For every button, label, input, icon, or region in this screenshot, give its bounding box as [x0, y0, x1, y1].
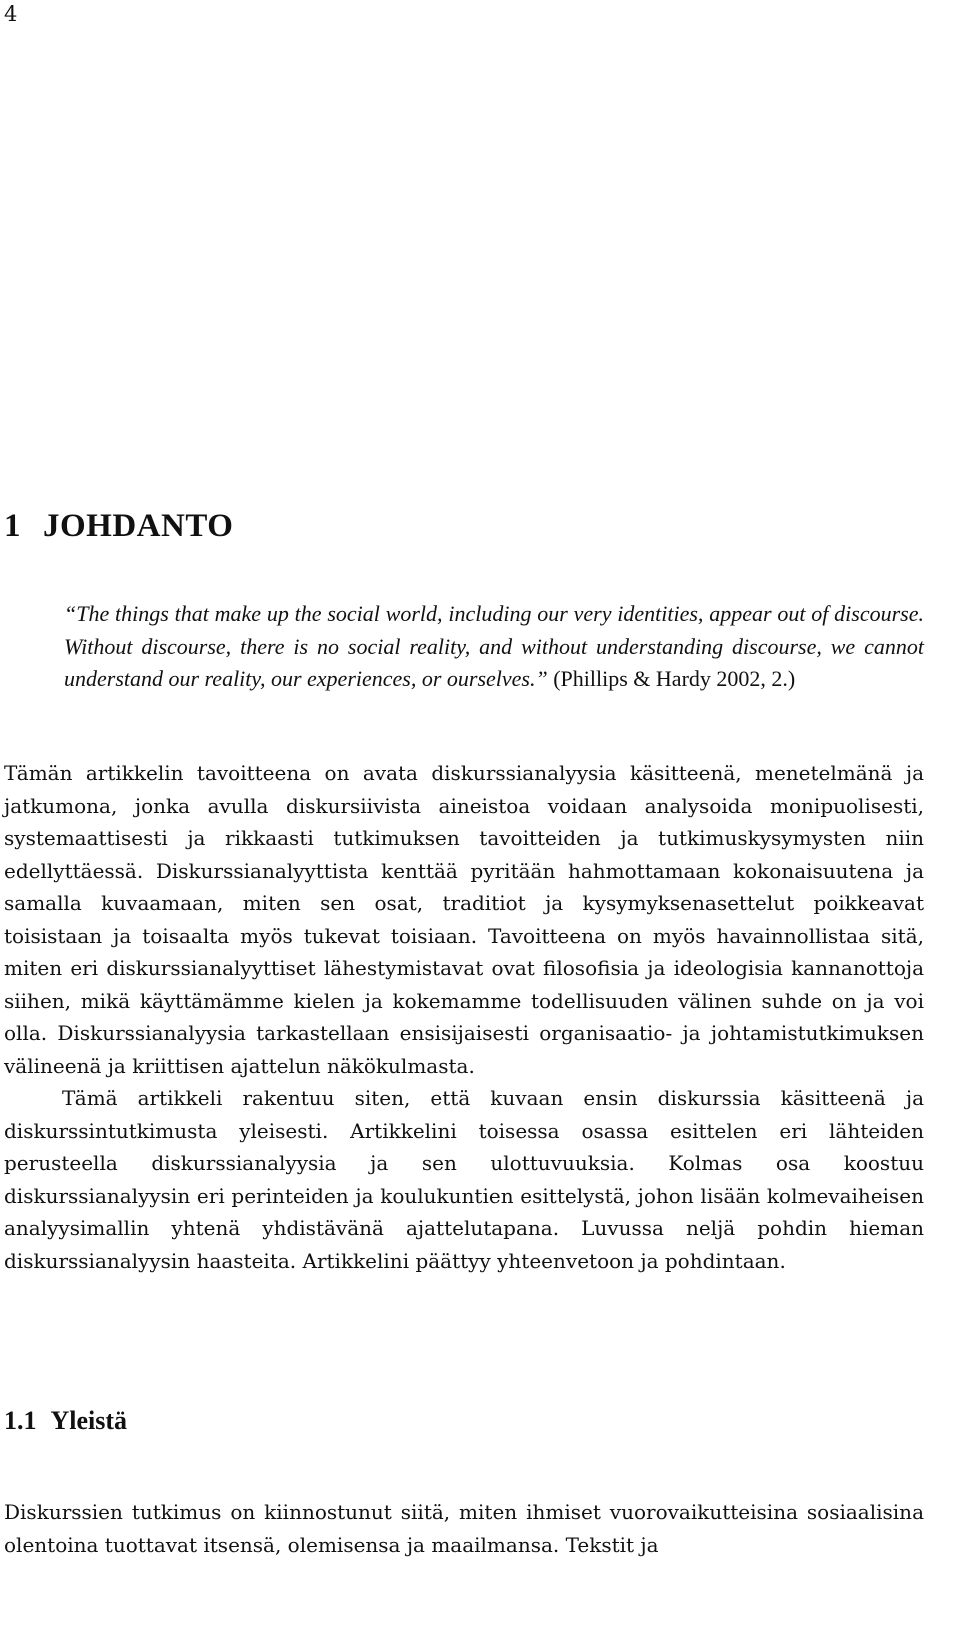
page-number: 4: [4, 2, 18, 26]
paragraph-structure: Tämä artikkeli rakentuu siten, että kuvaan ensin diskurssia käsitteenä ja diskurssintutkimusta yleisesti. Artikkelini toisessa osassa esittelen eri lähteiden perusteella diskurssianalyysia ja sen ulottuvuuksia. Kolmas osa koostuu diskurssianalyysin eri perinteiden ja koulukuntien esittelystä, johon lisään kolmevaiheisen analyysimallin yhtenä yhdistävänä ajattelutapana. Luvussa neljä pohdin hieman diskurssianalyysin haasteita. Artikkelini päättyy yhteenvetoon ja pohdintaan.: [4, 1086, 924, 1273]
epigraph-quote: “The things that make up the social world, including our very identities, appear out of discourse. Without discourse, there is no social reality, and without understanding discourse, we cannot understand our reality, our experiences, or ourselves.”: [64, 601, 924, 691]
paragraph-aims: Tämän artikkelin tavoitteena on avata diskurssianalyysia käsitteenä, menetelmänä ja jatkumona, jonka avulla diskursiivista aineistoa voidaan analysoida monipuolisesti, systemaattisesti ja rikkaasti tutkimuksen tavoitteiden ja tutkimuskysymysten niin edellyttäessä. Diskurssianalyyttista kenttää pyritään hahmottamaan kokonaisuutena ja samalla kuvaamaan, miten sen osat, traditiot ja kysymyksenasettelut poikkeavat toisistaan ja toisaalta myös tukevat toisiaan. Tavoitteena on myös havainnollistaa sitä, miten eri diskurssianalyyttiset lähestymistavat ovat filosofisia ja ideologisia kannanottoja siihen, mikä käyttämämme kielen ja kokemamme todellisuuden välinen suhde on ja voi olla. Diskurssianalyysia tarkastellaan ensisijaisesti organisaatio- ja johtamistutkimuksen välineenä ja kriittisen ajattelun näkökulmasta.: [4, 761, 924, 1078]
epigraph-citation: (Phillips & Hardy 2002, 2.): [553, 666, 796, 691]
section-paragraph: Diskurssien tutkimus on kiinnostunut siitä, miten ihmiset vuorovaikutteisina sosiaalisina olentoina tuottavat itsensä, olemisensa ja maailmansa. Tekstit ja: [4, 1500, 924, 1557]
epigraph: [64, 598, 924, 696]
chapter-number: 1: [4, 508, 21, 544]
chapter-title: JOHDANTO: [43, 508, 234, 544]
intro-text: [4, 757, 924, 1277]
section-number: 1.1: [4, 1406, 37, 1435]
chapter-heading: [4, 508, 233, 545]
section-title: Yleistä: [50, 1406, 128, 1435]
section-heading: [4, 1406, 127, 1436]
